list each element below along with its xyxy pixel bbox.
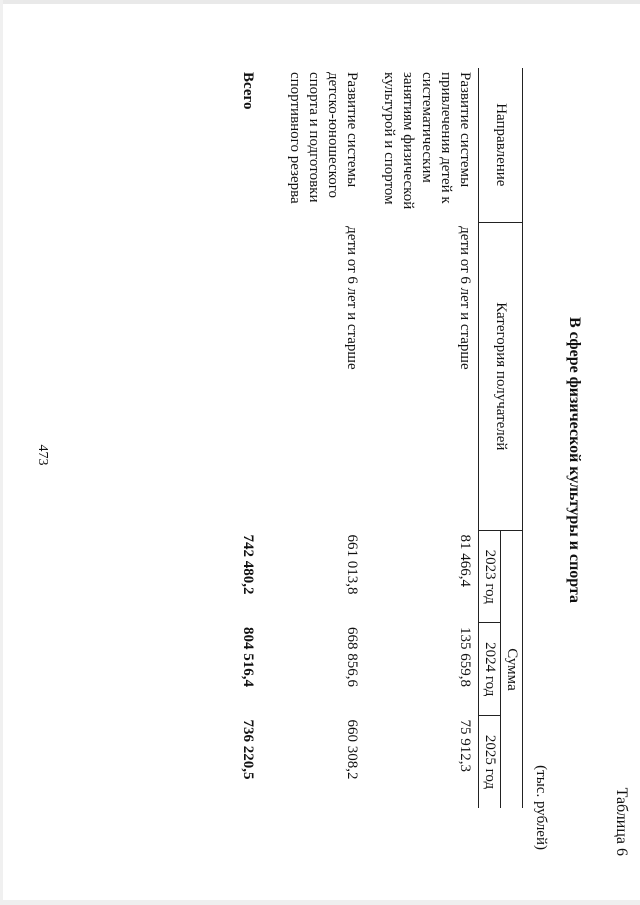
row-direction: Развитие системы привлечения детей к систематическим занятиям физической культурой и спортом [381,72,473,210]
rotated-content [50,50,630,870]
page-top-edge [0,0,640,4]
row-value-2025: 660 308,2 [344,719,360,780]
total-label: Всего [240,72,256,110]
header-category: Категория получателей [479,222,523,530]
row-value-2025: 75 912,3 [457,719,473,772]
header-sum: Сумма [501,530,523,808]
total-value-2025: 736 220,5 [240,719,256,780]
row-value-2023: 81 466,4 [457,534,473,587]
total-value-2024: 804 516,4 [240,626,256,687]
table-header-row [501,68,523,808]
header-year-2024: 2024 год [479,623,501,716]
page-left-edge [0,0,3,905]
table-caption: Таблица 6 [613,787,630,856]
total-value-2023: 742 480,2 [240,534,256,595]
page-bottom-edge [0,900,640,905]
page-number: 473 [35,444,50,466]
section-title: В сфере физической культуры и спорта [566,316,583,604]
header-direction: Направление [479,68,523,222]
row-value-2024: 135 659,8 [457,626,473,687]
row-category: дети от 6 лет и старше [344,226,360,370]
budget-table [234,68,523,808]
row-category: дети от 6 лет и старше [457,226,473,370]
row-value-2023: 661 013,8 [344,534,360,595]
row-direction: Развитие системы детско-юношеского спорта и подготовки спортивного резерва [287,72,360,204]
row-value-2024: 668 856,6 [344,626,360,687]
table-row [375,68,479,808]
table-total-row [234,68,281,808]
units-label: (тыс. рублей) [533,765,549,850]
total-category-empty [234,222,281,530]
header-year-2023: 2023 год [479,530,501,623]
table-row [281,68,375,808]
header-year-2025: 2025 год [479,715,501,808]
